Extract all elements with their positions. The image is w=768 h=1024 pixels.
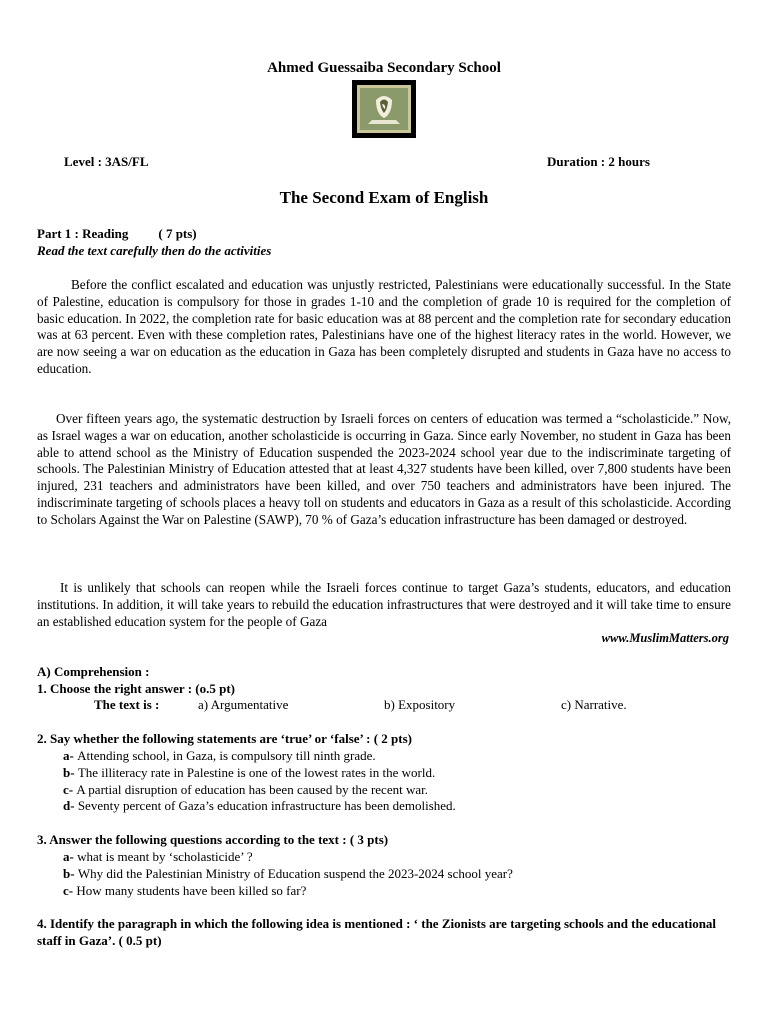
item-text: A partial disruption of education has been caused by the recent war. <box>76 781 428 797</box>
item-letter: b <box>63 865 71 881</box>
statement-item: d- Seventy percent of Gaza’s education infrastructure has been demolished. <box>63 798 456 814</box>
question-4-title: 4. Identify the paragraph in which the following idea is mentioned : ‘ the Zionists are targeting schools and the educational staff in Gaza’. ( 0.5 pt) <box>37 916 717 948</box>
exam-title: The Second Exam of English <box>279 188 489 207</box>
reading-instruction: Read the text carefully then do the activities <box>37 243 272 258</box>
passage-paragraph-1: Before the conflict escalated and education was unjustly restricted, Palestinians were educationally successful. In the State of Palestine, education is compulsory for those in grades 1-10 and the completion of grade 10 is required for the completion of basic education. In 2022, the completion rate for basic education was at 88 percent and the completion rate for secondary education was at 63 percent. Even with these completion rates, Palestinians have one of the highest literacy rates in the world. However, we are now seeing a war on education as the education in Gaza has been completely disrupted and students in Gaza have no access to education. <box>37 277 731 376</box>
duration-label: Duration : 2 hours <box>547 154 650 169</box>
passage-paragraph-3: It is unlikely that schools can reopen while the Israeli forces continue to target Gaza’s students, educators, and education institutions. In addition, it will take years to rebuild the education infrastructures that were destroyed and it will take time to ensure an established education system for the people of Gaza <box>37 580 731 629</box>
item-text: Seventy percent of Gaza’s education infrastructure has been demolished. <box>77 798 456 814</box>
question-3-list <box>63 849 513 899</box>
source-citation: www.MuslimMatters.org <box>601 631 729 645</box>
question-1-lead: The text is : <box>94 697 160 712</box>
school-logo <box>352 80 416 138</box>
question-2-title: 2. Say whether the following statements are ‘true’ or ‘false’ : ( 2 pts) <box>37 731 413 746</box>
question-item: c- How many students have been killed so far? <box>63 882 307 898</box>
question-item: b- Why did the Palestinian Ministry of Education suspend the 2023-2024 school year? <box>63 865 513 881</box>
level-label: Level : 3AS/FL <box>64 154 149 169</box>
statement-item: c- A partial disruption of education has been caused by the recent war. <box>63 781 428 797</box>
item-letter: a <box>63 849 70 864</box>
item-text: The illiteracy rate in Palestine is one of the lowest rates in the world. <box>77 764 436 780</box>
passage-paragraph-2: Over fifteen years ago, the systematic destruction by Israeli forces on centers of education was termed a “scholasticide.” Now, as Israel wages a war on education, another scholasticide is occurring in Gaza. Since early November, no student in Gaza has been able to attend school as the Ministry of Education suspended the 2023-2024 school year due to the indiscriminate targeting of schools. The Palestinian Ministry of Education attested that at least 4,327 students have been killed, over 7,800 students have been injured, 231 teachers and administrators have been killed, and over 750 teachers and administrators have been injured. The indiscriminate targeting of schools places a heavy toll on students and educators in Gaza as a result of this scholasticide. According to Scholars Against the War on Palestine (SAWP), 70 % of Gaza’s education infrastructure has been damaged or destroyed. <box>37 411 731 527</box>
comprehension-heading: A) Comprehension : <box>37 664 150 679</box>
question-1-title: 1. Choose the right answer : (o.5 pt) <box>37 681 235 696</box>
school-name: Ahmed Guessaiba Secondary School <box>267 60 501 76</box>
question-item: a- what is meant by ‘scholasticide’ ? <box>63 849 253 864</box>
item-letter: c <box>63 882 69 898</box>
item-letter: a <box>63 748 70 763</box>
option-b: b) Expository <box>384 697 456 712</box>
item-letter: c <box>63 781 69 797</box>
option-c: c) Narrative. <box>561 697 627 712</box>
part1-points: ( 7 pts) <box>158 226 197 241</box>
part1-title: Part 1 : Reading <box>37 226 129 241</box>
question-2-statements <box>63 748 456 815</box>
option-a: a) Argumentative <box>198 697 289 712</box>
item-text: Why did the Palestinian Ministry of Education suspend the 2023-2024 school year? <box>77 865 513 881</box>
item-text: what is meant by ‘scholasticide’ ? <box>77 849 253 864</box>
item-letter: d <box>63 798 71 814</box>
question-1-options <box>0 697 768 715</box>
school-emblem-icon <box>352 80 416 138</box>
item-text: How many students have been killed so far? <box>76 882 307 898</box>
question-3-title: 3. Answer the following questions according to the text : ( 3 pts) <box>37 832 389 847</box>
statement-item: b- The illiteracy rate in Palestine is one of the lowest rates in the world. <box>63 764 436 780</box>
item-text: Attending school, in Gaza, is compulsory till ninth grade. <box>77 748 376 763</box>
item-letter: b <box>63 764 71 780</box>
part1-heading <box>37 226 197 242</box>
statement-item: a- Attending school, in Gaza, is compulsory till ninth grade. <box>63 748 376 763</box>
